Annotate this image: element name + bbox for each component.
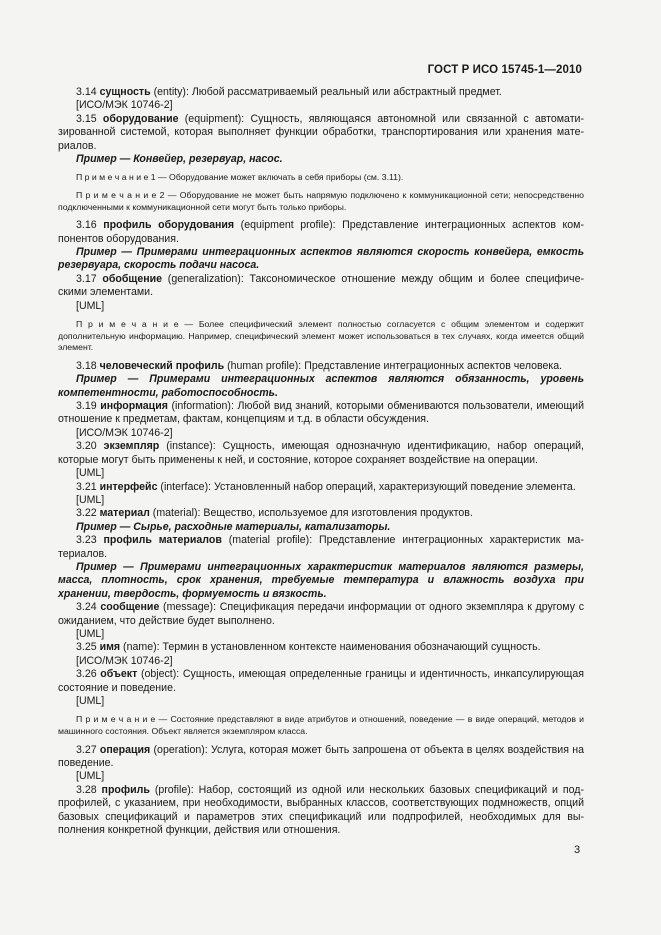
term-text: (message): Спецификация передачи информации от одного экземпляра к другому с ожиданием, что действие будет выполнено.	[58, 601, 584, 627]
term-text: (information): Любой вид знаний, которыми обмениваются пользователи, имеющий отношение к предметам, фактам, концепциям и т.д. в области обсуждения.	[58, 400, 584, 426]
term-definition	[58, 113, 584, 153]
term-definition	[58, 86, 584, 99]
example-text: Пример — Примерами интеграционных характеристик материалов являются размеры, масса, плотность, срок хранения, требуемые температура и влажность воздуха при хранении, твердость, формуемость и вязкость.	[58, 560, 584, 600]
term-name: материал	[99, 507, 150, 520]
term-name: объект	[100, 668, 138, 681]
term-number: 3.22	[76, 507, 97, 520]
term-name: интерфейс	[99, 480, 158, 493]
note-body: — Состояние представляют в виде атрибутов и отношений, поведение — в виде операций, методов и машинного состояния. Объект является экземпляром класса.	[58, 714, 584, 736]
term-definition	[58, 641, 584, 654]
term-definition	[58, 273, 584, 300]
term-definition	[58, 440, 584, 467]
note-label: П р и м е ч а н и е	[76, 714, 156, 725]
term-name: профиль оборудования	[103, 219, 235, 232]
term-text: (instance): Сущность, имеющая однозначную идентификацию, набор операций, которые могут быть применены к ней, и состояние, которое сохраняет воздействие на операции.	[58, 440, 584, 466]
source-reference: [UML]	[76, 695, 105, 707]
term-name: экземпляр	[103, 440, 160, 453]
term-definition	[58, 601, 584, 628]
note-text	[58, 172, 584, 184]
term-text: (interface): Установленный набор операций, характеризующий поведение элемента.	[157, 480, 576, 493]
source-reference: [UML]	[76, 627, 105, 640]
term-text: (generalization): Таксономическое отношение между общим и более специфическими элементами.	[58, 272, 584, 299]
note-label: П р и м е ч а н и е	[76, 319, 179, 330]
term-definition	[58, 668, 584, 695]
term-name: обобщение	[102, 272, 163, 285]
source-reference: [UML]	[76, 299, 105, 312]
term-number: 3.16	[76, 219, 97, 232]
term-text: (material): Вещество, используемое для изготовления продуктов.	[149, 507, 473, 520]
term-number: 3.21	[76, 480, 97, 493]
term-number: 3.25	[76, 641, 97, 654]
term-name: имя	[99, 641, 121, 654]
example-text: Пример — Примерами интеграционных аспектов являются скорость конвейера, емкость резервуара, скорость подачи насоса.	[58, 246, 584, 272]
document-body	[58, 86, 584, 837]
term-text: (operation): Услуга, которая может быть запрошена от объекта в целях воздействия на поведение.	[58, 743, 584, 769]
term-number: 3.28	[76, 783, 97, 796]
term-text: (object): Сущность, имеющая определенные границы и идентичность, инкапсулирующая состояние и поведение.	[58, 668, 584, 694]
term-name: сущность	[99, 86, 151, 98]
term-number: 3.14	[76, 86, 97, 98]
term-number: 3.27	[76, 743, 97, 756]
term-definition	[58, 360, 584, 373]
term-name: сообщение	[100, 601, 160, 614]
note-text	[58, 190, 584, 213]
note-body: 2 — Оборудование не может быть напрямую подключено к коммуникационной сети; непосредственно подключенными к коммуникационной сети могут быть только приборы.	[58, 190, 585, 212]
note-body: — Более специфический элемент полностью согласуется с общим элементом и содержит дополнительную информацию. Например, специфический элемент может использоваться в тех случаях, когда имеется общий элемент.	[58, 319, 585, 353]
term-name: оборудование	[102, 112, 179, 125]
source-reference: [UML]	[76, 770, 105, 783]
term-text: (profile): Набор, состоящий из одной или нескольких базовых спецификаций и подпрофилей, с указанием, при необходимости, выбранных классов, соответствующих подмножеств, опций базовых спецификаций и параметров этих спецификаций или подпрофилей, необходимых для выполнения конкретной функции, действия или отношения.	[58, 783, 584, 837]
term-number: 3.15	[76, 112, 97, 125]
example-text: Пример — Сырье, расходные материалы, катализаторы.	[76, 520, 391, 533]
source-reference: [UML]	[76, 493, 105, 506]
term-text: (name): Термин в установленном контексте наименования обозначающий сущность.	[120, 641, 541, 654]
term-number: 3.18	[76, 359, 97, 372]
example-text: Пример — Примерами интеграционных аспектов являются обязанность, уровень компетентности, работоспособность.	[58, 373, 584, 399]
term-number: 3.17	[76, 272, 97, 285]
term-name: операция	[99, 743, 151, 756]
note-body: 1 — Оборудование может включать в себя приборы (см. 3.11).	[148, 172, 404, 183]
note-label: П р и м е ч а н и е	[76, 172, 149, 183]
term-definition	[58, 481, 584, 494]
source-reference: [ИСО/МЭК 10746-2]	[76, 426, 173, 439]
source-reference: [UML]	[76, 467, 105, 480]
term-text: (entity): Любой рассматриваемый реальный или абстрактный предмет.	[150, 86, 502, 98]
note-text	[58, 714, 584, 737]
term-number: 3.19	[76, 400, 97, 413]
term-text: (material profile): Представление интеграционных характеристик материалов.	[58, 534, 584, 560]
term-definition	[58, 400, 584, 427]
term-name: профиль материалов	[103, 534, 222, 547]
document-header: ГОСТ Р ИСО 15745-1—2010	[427, 64, 582, 76]
page-number: 3	[574, 844, 581, 856]
term-definition	[58, 534, 584, 561]
term-text: (equipment): Сущность, являющаяся автономной или связанной с автоматизированной системой, которая выполняет функции обработки, транспортирования или хранения материалов.	[58, 112, 584, 152]
source-reference: [ИСО/МЭК 10746-2]	[76, 99, 173, 112]
term-name: профиль	[101, 783, 150, 796]
term-definition	[58, 219, 584, 246]
note-label: П р и м е ч а н и е	[76, 190, 157, 201]
term-name: человеческий профиль	[99, 359, 225, 372]
term-name: информация	[100, 400, 168, 413]
term-number: 3.24	[76, 601, 97, 614]
term-definition	[58, 507, 584, 520]
note-text	[58, 319, 584, 354]
term-number: 3.20	[76, 440, 97, 453]
term-text: (equipment profile): Представление интеграционных аспектов компонентов оборудования.	[58, 219, 584, 245]
term-definition	[58, 784, 584, 838]
example-text: Пример — Конвейер, резервуар, насос.	[76, 153, 283, 166]
source-reference: [ИСО/МЭК 10746-2]	[76, 654, 173, 667]
term-number: 3.23	[76, 534, 97, 547]
term-text: (human profile): Представление интеграционных аспектов человека.	[224, 359, 563, 372]
term-definition	[58, 744, 584, 771]
term-number: 3.26	[76, 668, 97, 681]
